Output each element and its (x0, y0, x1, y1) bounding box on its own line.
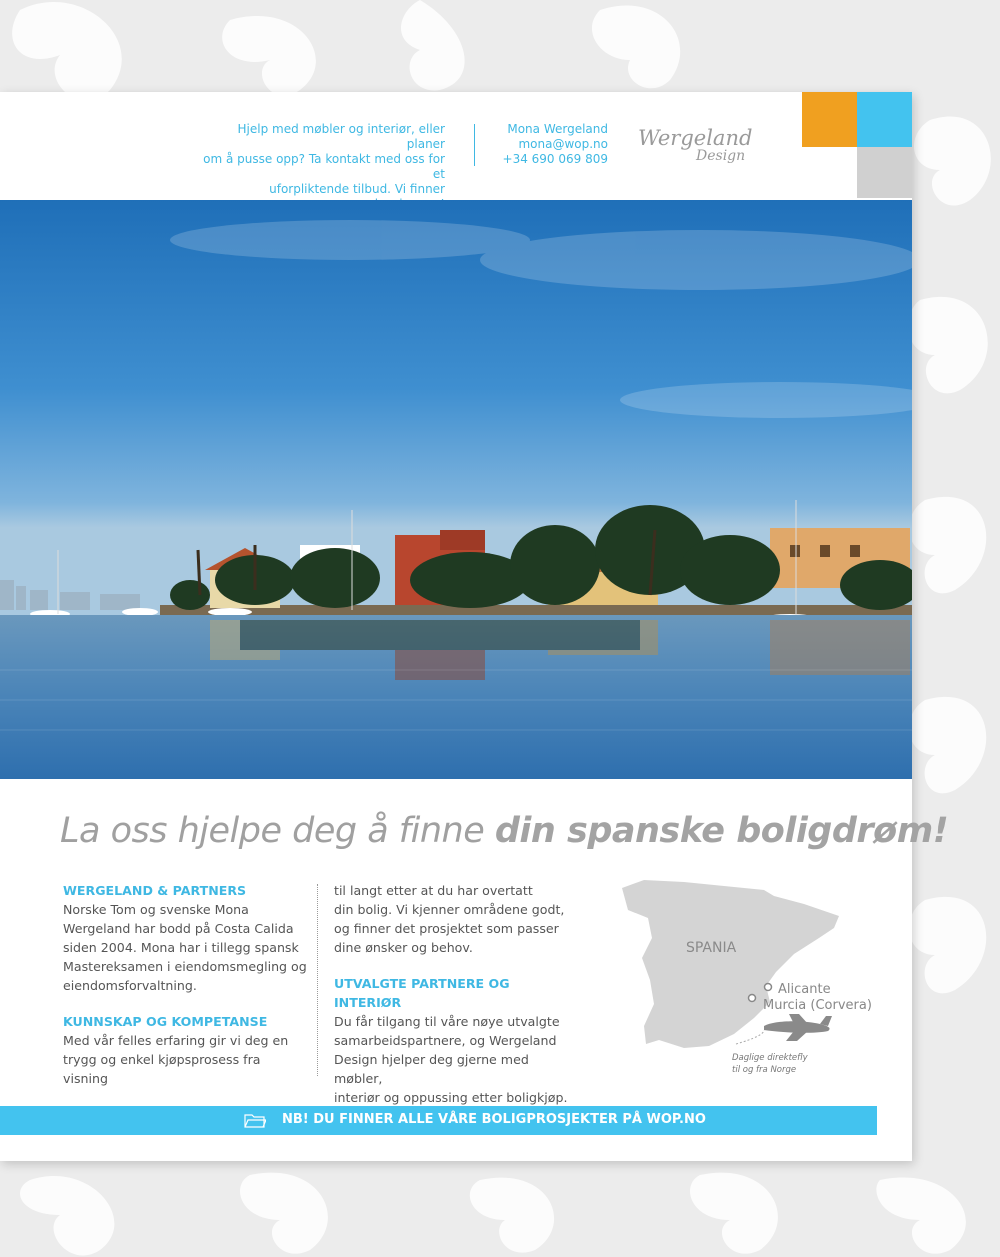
paragraph-line: Mastereksamen i eiendomsmegling og (63, 959, 307, 974)
contact-email[interactable]: mona@wop.no (518, 137, 608, 151)
text-column-1 (63, 881, 308, 1088)
paragraph-line: og finner det prosjektet som passer (334, 921, 559, 936)
section-heading: KUNNSKAP OG KOMPETANSE (63, 1014, 268, 1029)
paragraph-line: Du får tilgang til våre nøye utvalgte (334, 1014, 560, 1029)
spain-map (614, 876, 874, 1076)
gray-square (857, 147, 912, 198)
paragraph-line: trygg og enkel kjøpsprosess fra visning (63, 1052, 261, 1086)
header-divider (474, 124, 475, 166)
banner-text[interactable]: NB! DU FINNER ALLE VÅRE BOLIGPROSJEKTER PÅ WOP.NO (282, 1112, 706, 1127)
paragraph-line: siden 2004. Mona har i tillegg spansk (63, 940, 299, 955)
paragraph-line: interiør og oppussing etter boligkjøp. (334, 1090, 568, 1105)
headline-bold: din spanske boligdrøm! (494, 811, 949, 851)
contact-phone[interactable]: +34 690 069 809 (502, 152, 608, 166)
column-divider (317, 884, 318, 1076)
city-label-murcia: Murcia (Corvera) (763, 998, 872, 1013)
paragraph-line: dine ønsker og behov. (334, 940, 473, 955)
paragraph-line: Med vår felles erfaring gir vi deg en (63, 1033, 289, 1048)
plane-icon (764, 1014, 832, 1041)
paragraph-line: til langt etter at du har overtatt (334, 883, 533, 898)
paragraph-line: Design hjelper deg gjerne med møbler, (334, 1052, 529, 1086)
paragraph-line: Norske Tom og svenske Mona (63, 902, 249, 917)
logo-line-2: Design (696, 148, 746, 164)
blue-square (857, 92, 912, 147)
country-label: SPANIA (686, 940, 737, 956)
orange-square (802, 92, 857, 147)
folder-icon (244, 1113, 266, 1128)
paragraph-line: din bolig. Vi kjenner områdene godt, (334, 902, 565, 917)
intro-line: Hjelp med møbler og interiør, eller planer (237, 122, 445, 151)
headline-light: La oss hjelpe deg å finne (60, 811, 495, 851)
coastal-photo (0, 200, 912, 779)
spain-map-shape (614, 876, 874, 1076)
section-heading: UTVALGTE PARTNERE OG INTERIØR (334, 976, 510, 1010)
text-column-2 (334, 881, 574, 1107)
flight-note (732, 1052, 808, 1076)
wergeland-design-logo (638, 126, 758, 176)
paragraph-line: eiendomsforvaltning. (63, 978, 197, 993)
flight-note-line: Daglige direktefly (732, 1053, 808, 1063)
headline (60, 811, 949, 851)
footer-banner[interactable] (0, 1106, 877, 1135)
contact-name: Mona Wergeland (507, 122, 608, 136)
section-heading: WERGELAND & PARTNERS (63, 883, 247, 898)
logo-line-1: Wergeland (638, 126, 753, 150)
paragraph-line: samarbeidspartnere, og Wergeland (334, 1033, 557, 1048)
brochure-page (0, 92, 949, 1161)
flight-note-line: til og fra Norge (732, 1065, 797, 1075)
intro-line: om å pusse opp? Ta kontakt med oss for et (203, 152, 445, 181)
paragraph-line: Wergeland har bodd på Costa Calida (63, 921, 294, 936)
header-intro (200, 122, 445, 212)
city-label-alicante: Alicante (778, 982, 831, 997)
contact-block (490, 122, 608, 167)
intro-line: uforpliktende tilbud. Vi finner (269, 182, 445, 196)
